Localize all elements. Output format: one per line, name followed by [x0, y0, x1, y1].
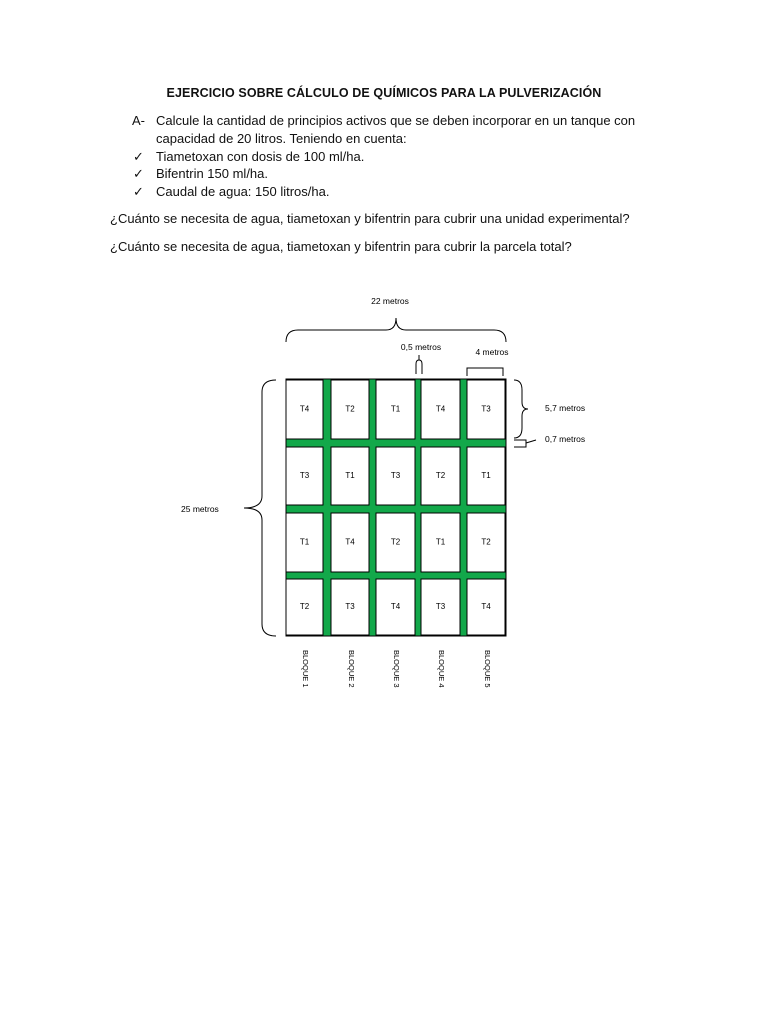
plot-width-bracket [467, 368, 503, 376]
row-gap-label: 0,7 metros [545, 434, 586, 444]
block-label: BLOQUE 1 [301, 650, 310, 688]
block-labels [301, 650, 492, 688]
checklist-item-1: Tiametoxan con dosis de 100 ml/ha. [156, 149, 365, 164]
treatment-label: T2 [435, 471, 446, 480]
plot-length-label: 5,7 metros [545, 403, 586, 413]
treatment-label: T1 [299, 537, 310, 547]
treatment-label: T3 [345, 602, 355, 611]
question-2: ¿Cuánto se necesita de agua, tiametoxan y bifentrin para cubrir la parcela total? [110, 239, 572, 254]
treatment-label: T1 [345, 471, 355, 480]
block-label: BLOQUE 4 [437, 650, 446, 688]
item-text-line-2: capacidad de 20 litros. Teniendo en cuenta: [156, 131, 407, 146]
checklist-item-3: Caudal de agua: 150 litros/ha. [156, 184, 330, 199]
block-label: BLOQUE 3 [392, 650, 401, 688]
treatment-label: T3 [481, 404, 491, 414]
check-icon: ✓ [133, 149, 144, 164]
total-width-label: 22 metros [371, 296, 409, 306]
check-icon: ✓ [133, 166, 144, 181]
treatment-label: T1 [481, 471, 491, 480]
alley-width-bracket [416, 360, 422, 374]
treatment-label: T2 [481, 537, 491, 547]
total-width-brace [286, 318, 506, 342]
check-icon: ✓ [133, 184, 144, 199]
plot-length-brace [514, 380, 528, 438]
treatment-label: T4 [345, 537, 355, 547]
treatment-label: T3 [299, 471, 310, 480]
total-length-brace [244, 380, 276, 636]
block-label: BLOQUE 5 [483, 650, 492, 688]
treatment-label: T2 [390, 537, 401, 547]
question-1: ¿Cuánto se necesita de agua, tiametoxan y bifentrin para cubrir una unidad experimental? [110, 211, 630, 226]
treatment-label: T3 [390, 471, 401, 480]
treatment-label: T4 [390, 602, 401, 611]
item-text-line-1: Calcule la cantidad de principios activos que se deben incorporar en un tanque con [156, 113, 636, 128]
row-gap-bracket [514, 440, 526, 447]
item-marker: A- [132, 113, 145, 128]
treatment-label: T3 [435, 602, 446, 611]
total-length-label: 25 metros [181, 504, 219, 514]
treatment-label: T4 [481, 602, 491, 611]
plot-width-label: 4 metros [475, 347, 509, 357]
alley-width-label: 0,5 metros [400, 342, 442, 352]
row-gap-pointer [526, 440, 536, 443]
treatment-label: T2 [345, 404, 355, 414]
treatment-label: T2 [299, 602, 310, 611]
block-label: BLOQUE 2 [347, 650, 356, 688]
treatment-label: T1 [390, 404, 401, 414]
document-title: EJERCICIO SOBRE CÁLCULO DE QUÍMICOS PARA LA PULVERIZACIÓN [166, 86, 602, 100]
treatment-label: T1 [435, 537, 446, 547]
treatment-label: T4 [435, 404, 446, 414]
treatment-label: T4 [299, 404, 310, 414]
checklist-item-2: Bifentrin 150 ml/ha. [156, 166, 269, 181]
